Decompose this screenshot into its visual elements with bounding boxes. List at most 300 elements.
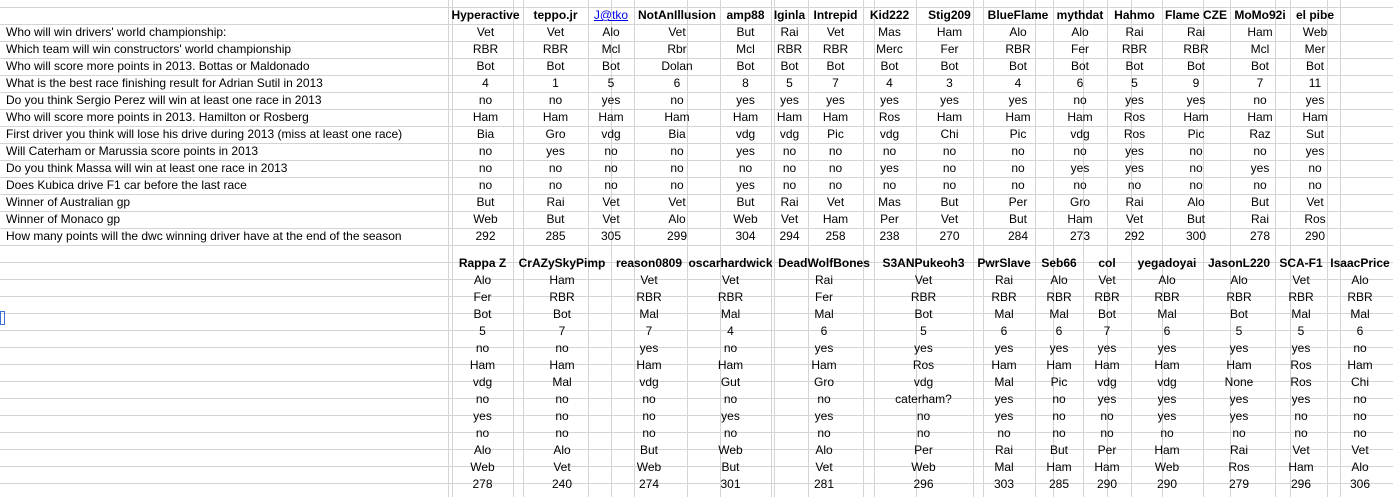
answer-cell[interactable]: no (555, 409, 569, 423)
answer-cell[interactable]: yes (1291, 341, 1311, 355)
answer-cell[interactable]: no (548, 93, 563, 107)
answer-cell[interactable]: no (1353, 426, 1367, 440)
answer-cell[interactable]: 285 (545, 229, 566, 243)
answer-cell[interactable]: 296 (1290, 477, 1312, 491)
question-cell[interactable]: Who will win drivers' world championship: (6, 25, 227, 39)
answer-cell[interactable]: Rai (1229, 443, 1248, 457)
answer-cell[interactable]: Bot (940, 59, 959, 73)
answer-cell[interactable]: RBR (1094, 290, 1120, 304)
answer-cell[interactable]: Rbr (667, 42, 687, 56)
player-header[interactable]: teppo.jr (533, 8, 578, 22)
answer-cell[interactable]: no (817, 392, 831, 406)
answer-cell[interactable]: yes (601, 93, 621, 107)
answer-cell[interactable]: yes (1229, 341, 1249, 355)
player-header[interactable]: DeadWolfBones (778, 256, 870, 270)
answer-cell[interactable]: no (782, 144, 797, 158)
answer-cell[interactable]: Ham (1247, 110, 1273, 124)
question-cell[interactable]: Who will score more points in 2013. Hamilton or Rosberg (6, 110, 309, 124)
answer-cell[interactable]: 4 (886, 76, 893, 90)
answer-cell[interactable]: Bot (914, 307, 933, 321)
player-header[interactable]: SCA-F1 (1279, 256, 1323, 270)
answer-cell[interactable]: Mcl (736, 42, 755, 56)
answer-cell[interactable]: no (723, 341, 738, 355)
answer-cell[interactable]: Fer (473, 290, 492, 304)
answer-cell[interactable]: Ham (991, 358, 1017, 372)
answer-cell[interactable]: no (548, 178, 563, 192)
answer-cell[interactable]: 5 (920, 324, 927, 338)
answer-cell[interactable]: But (639, 443, 658, 457)
answer-cell[interactable]: Mcl (601, 42, 621, 56)
answer-cell[interactable]: But (736, 195, 755, 209)
question-cell[interactable]: Which team will win constructors' world championship (6, 42, 292, 56)
answer-cell[interactable]: Vet (640, 273, 658, 287)
answer-cell[interactable]: yes (1305, 93, 1325, 107)
answer-cell[interactable]: Bot (1229, 307, 1248, 321)
answer-cell[interactable]: Merc (876, 42, 903, 56)
answer-cell[interactable]: no (478, 161, 493, 175)
answer-cell[interactable]: no (555, 392, 569, 406)
answer-cell[interactable]: But (1049, 443, 1068, 457)
answer-cell[interactable]: 7 (1256, 76, 1264, 90)
answer-cell[interactable]: no (604, 178, 618, 192)
answer-cell[interactable]: no (817, 426, 831, 440)
answer-cell[interactable]: But (1250, 195, 1269, 209)
answer-cell[interactable]: no (642, 426, 656, 440)
answer-cell[interactable]: Raz (1249, 127, 1271, 141)
answer-cell[interactable]: Mal (1157, 307, 1177, 321)
answer-cell[interactable]: yes (814, 409, 834, 423)
answer-cell[interactable]: Ham (776, 110, 803, 124)
player-header[interactable]: Seb66 (1041, 256, 1077, 270)
answer-cell[interactable]: Alo (815, 443, 833, 457)
answer-cell[interactable]: Bot (601, 59, 620, 73)
answer-cell[interactable]: Gro (1069, 195, 1090, 209)
answer-cell[interactable]: no (738, 161, 753, 175)
answer-cell[interactable]: 6 (1163, 324, 1171, 338)
answer-cell[interactable]: Ham (1094, 358, 1120, 372)
answer-cell[interactable]: 279 (1228, 477, 1250, 491)
answer-cell[interactable]: Ham (469, 358, 496, 372)
answer-cell[interactable]: 8 (742, 76, 749, 90)
answer-cell[interactable]: Vet (721, 273, 740, 287)
answer-cell[interactable]: 292 (1124, 229, 1145, 243)
player-header[interactable]: reason0809 (615, 256, 683, 270)
answer-cell[interactable]: no (882, 178, 897, 192)
answer-cell[interactable]: 240 (551, 477, 573, 491)
answer-cell[interactable]: Web (718, 443, 743, 457)
answer-cell[interactable]: no (1052, 426, 1066, 440)
answer-cell[interactable]: Mer (1304, 42, 1326, 56)
answer-cell[interactable]: yes (1186, 93, 1206, 107)
answer-cell[interactable]: RBR (1183, 42, 1209, 56)
answer-cell[interactable]: But (546, 212, 565, 226)
answer-cell[interactable]: Ham (1154, 443, 1180, 457)
answer-cell[interactable]: Bot (1305, 59, 1324, 73)
answer-cell[interactable]: no (1073, 93, 1087, 107)
answer-cell[interactable]: Ham (1094, 460, 1120, 474)
answer-cell[interactable]: no (642, 392, 656, 406)
answer-cell[interactable]: yes (1157, 409, 1177, 423)
player-header[interactable]: IsaacPrice (1330, 256, 1390, 270)
answer-cell[interactable]: Vet (914, 273, 933, 287)
answer-cell[interactable]: yes (780, 93, 799, 107)
answer-cell[interactable]: Ros (1123, 127, 1146, 141)
answer-cell[interactable]: Ham (636, 358, 662, 372)
answer-cell[interactable]: no (555, 341, 569, 355)
answer-cell[interactable]: RBR (1347, 290, 1373, 304)
player-header[interactable]: NotAnIllusion (638, 8, 716, 22)
answer-cell[interactable]: Per (1097, 443, 1117, 457)
answer-cell[interactable]: 6 (1356, 324, 1364, 338)
answer-cell[interactable]: Alo (1071, 25, 1089, 39)
answer-cell[interactable]: vdg (913, 375, 934, 389)
answer-cell[interactable]: no (1160, 426, 1174, 440)
answer-cell[interactable]: no (1294, 409, 1308, 423)
answer-cell[interactable]: no (475, 426, 490, 440)
answer-cell[interactable]: yes (1008, 93, 1028, 107)
question-cell[interactable]: First driver you think will lose his drive during 2013 (miss at least one race) (6, 127, 403, 141)
player-header[interactable]: BlueFlame (987, 8, 1049, 22)
answer-cell[interactable]: no (942, 178, 957, 192)
answer-cell[interactable]: Mas (878, 25, 901, 39)
answer-cell[interactable]: no (604, 144, 618, 158)
answer-cell[interactable]: 274 (638, 477, 660, 491)
answer-cell[interactable]: Rai (780, 195, 799, 209)
answer-cell[interactable]: 273 (1069, 229, 1091, 243)
answer-cell[interactable]: no (828, 178, 843, 192)
question-cell[interactable]: Will Caterham or Marussia score points in 2013 (6, 144, 259, 158)
answer-cell[interactable]: 5 (1297, 324, 1305, 338)
answer-cell[interactable]: no (942, 144, 957, 158)
answer-cell[interactable]: Fer (815, 290, 833, 304)
answer-cell[interactable]: Web (733, 212, 758, 226)
answer-cell[interactable]: vdg (735, 127, 756, 141)
answer-cell[interactable]: no (997, 426, 1011, 440)
question-cell[interactable]: Winner of Monaco gp (6, 212, 121, 226)
answer-cell[interactable]: 6 (1055, 324, 1063, 338)
player-header[interactable]: JasonL220 (1207, 256, 1271, 270)
answer-cell[interactable]: Vet (815, 460, 833, 474)
answer-cell[interactable]: Ros (912, 358, 935, 372)
answer-cell[interactable]: 285 (1048, 477, 1070, 491)
answer-cell[interactable]: no (604, 161, 618, 175)
answer-cell[interactable]: 281 (813, 477, 835, 491)
answer-cell[interactable]: Alo (1050, 273, 1068, 287)
answer-cell[interactable]: RBR (636, 290, 662, 304)
answer-cell[interactable]: 6 (673, 76, 681, 90)
answer-cell[interactable]: vdg (601, 127, 621, 141)
answer-cell[interactable]: Web (636, 460, 662, 474)
answer-cell[interactable]: Ham (717, 358, 744, 372)
player-header[interactable]: Iginla (773, 8, 806, 22)
answer-cell[interactable]: no (1073, 144, 1087, 158)
answer-cell[interactable]: no (1308, 178, 1322, 192)
answer-cell[interactable]: Bia (668, 127, 686, 141)
answer-cell[interactable]: 278 (472, 477, 493, 491)
answer-cell[interactable]: 294 (779, 229, 800, 243)
answer-cell[interactable]: 258 (825, 229, 846, 243)
player-header[interactable]: CrAZySkyPimp (518, 256, 606, 270)
answer-cell[interactable]: no (1100, 426, 1114, 440)
answer-cell[interactable]: no (1353, 341, 1367, 355)
answer-cell[interactable]: 290 (1304, 229, 1326, 243)
question-cell[interactable]: Who will score more points in 2013. Bottas or Maldonado (6, 59, 310, 73)
answer-cell[interactable]: 278 (1249, 229, 1271, 243)
answer-cell[interactable]: yes (1250, 161, 1270, 175)
answer-cell[interactable]: yes (736, 178, 755, 192)
answer-cell[interactable]: Ham (1247, 25, 1273, 39)
player-header[interactable]: el pibe (1295, 8, 1334, 22)
answer-cell[interactable]: vdg (1097, 375, 1117, 389)
answer-cell[interactable]: Ham (1347, 358, 1373, 372)
answer-cell[interactable]: no (1253, 178, 1267, 192)
answer-cell[interactable]: Fer (1071, 42, 1089, 56)
answer-cell[interactable]: no (1127, 178, 1142, 192)
answer-cell[interactable]: vdg (1070, 127, 1090, 141)
answer-cell[interactable]: Dolan (661, 59, 693, 73)
answer-cell[interactable]: Vet (1306, 195, 1324, 209)
answer-cell[interactable]: Mal (1291, 307, 1311, 321)
answer-cell[interactable]: 9 (1192, 76, 1200, 90)
answer-cell[interactable]: Bot (780, 59, 799, 73)
answer-cell[interactable]: Alo (1230, 273, 1248, 287)
answer-cell[interactable]: Chi (940, 127, 959, 141)
answer-cell[interactable]: Ham (822, 110, 849, 124)
answer-cell[interactable]: RBR (717, 290, 744, 304)
answer-cell[interactable]: Rai (1250, 212, 1269, 226)
answer-cell[interactable]: 305 (600, 229, 622, 243)
answer-cell[interactable]: no (828, 144, 843, 158)
answer-cell[interactable]: yes (994, 409, 1014, 423)
answer-cell[interactable]: Bot (736, 59, 755, 73)
answer-cell[interactable]: Alo (473, 273, 492, 287)
answer-cell[interactable]: Bot (1070, 59, 1089, 73)
answer-cell[interactable]: Bot (1097, 307, 1116, 321)
question-cell[interactable]: Do you think Massa will win at least one race in 2013 (6, 161, 288, 175)
answer-cell[interactable]: Alo (602, 25, 620, 39)
player-header[interactable]: Stig209 (928, 8, 971, 22)
answer-cell[interactable]: 4 (727, 324, 734, 338)
answer-cell[interactable]: yes (1305, 144, 1325, 158)
answer-cell[interactable]: no (882, 144, 897, 158)
answer-cell[interactable]: 306 (1349, 477, 1371, 491)
question-cell[interactable]: What is the best race finishing result for Adrian Sutil in 2013 (6, 76, 323, 90)
answer-cell[interactable]: Alo (1351, 460, 1369, 474)
answer-cell[interactable]: 290 (1156, 477, 1178, 491)
answer-cell[interactable]: Mal (994, 307, 1014, 321)
answer-cell[interactable]: no (942, 161, 957, 175)
answer-cell[interactable]: 290 (1096, 477, 1118, 491)
answer-cell[interactable]: Vet (940, 212, 959, 226)
answer-cell[interactable]: yes (880, 93, 899, 107)
answer-cell[interactable]: no (782, 161, 797, 175)
player-header[interactable]: oscarhardwick (688, 256, 773, 270)
answer-cell[interactable]: Bot (476, 59, 495, 73)
player-header[interactable]: Flame CZE (1164, 8, 1227, 22)
answer-cell[interactable]: Vet (668, 195, 686, 209)
answer-cell[interactable]: RBR (1046, 290, 1072, 304)
answer-cell[interactable]: no (828, 161, 843, 175)
answer-cell[interactable]: no (1189, 144, 1203, 158)
answer-cell[interactable]: But (736, 25, 755, 39)
answer-cell[interactable]: Sut (1305, 127, 1324, 141)
answer-cell[interactable]: Ham (1183, 110, 1209, 124)
answer-cell[interactable]: yes (880, 161, 899, 175)
answer-cell[interactable]: Rai (546, 195, 565, 209)
player-header[interactable]: Intrepid (813, 8, 858, 22)
answer-cell[interactable]: no (1100, 409, 1114, 423)
answer-cell[interactable]: Bot (1186, 59, 1205, 73)
answer-cell[interactable]: RBR (472, 42, 499, 56)
answer-cell[interactable]: Web (470, 460, 495, 474)
answer-cell[interactable]: None (1224, 375, 1254, 389)
answer-cell[interactable]: Ham (732, 110, 759, 124)
answer-cell[interactable]: 6 (1000, 324, 1008, 338)
answer-cell[interactable]: Alo (1351, 273, 1369, 287)
answer-cell[interactable]: Vet (826, 195, 845, 209)
answer-cell[interactable]: Ham (1302, 110, 1328, 124)
answer-cell[interactable]: 5 (1235, 324, 1243, 338)
answer-cell[interactable]: Vet (668, 25, 686, 39)
answer-cell[interactable]: Pic (827, 127, 844, 141)
answer-cell[interactable]: Ham (1067, 212, 1093, 226)
answer-cell[interactable]: RBR (1121, 42, 1148, 56)
answer-cell[interactable]: Ham (1226, 358, 1252, 372)
answer-cell[interactable]: yes (473, 409, 492, 423)
answer-cell[interactable]: 3 (946, 76, 953, 90)
answer-cell[interactable]: Alo (1158, 273, 1176, 287)
answer-cell[interactable]: Rai (1125, 195, 1144, 209)
player-header[interactable]: col (1098, 256, 1116, 270)
answer-cell[interactable]: yes (940, 93, 959, 107)
answer-cell[interactable]: Web (1302, 25, 1328, 39)
answer-cell[interactable]: But (1008, 212, 1027, 226)
answer-cell[interactable]: RBR (1154, 290, 1180, 304)
answer-cell[interactable]: no (1189, 161, 1203, 175)
answer-cell[interactable]: Ham (542, 110, 569, 124)
question-cell[interactable]: Do you think Sergio Perez will win at least one race in 2013 (6, 93, 322, 107)
answer-cell[interactable]: no (475, 392, 490, 406)
answer-cell[interactable]: Mal (1049, 307, 1069, 321)
answer-cell[interactable]: 284 (1007, 229, 1029, 243)
answer-cell[interactable]: yes (1097, 341, 1117, 355)
answer-cell[interactable]: RBR (991, 290, 1017, 304)
answer-cell[interactable]: Bot (1250, 59, 1269, 73)
answer-cell[interactable]: yes (1049, 341, 1069, 355)
answer-cell[interactable]: Vet (476, 25, 495, 39)
answer-cell[interactable]: no (1353, 409, 1367, 423)
answer-cell[interactable]: Alo (668, 212, 686, 226)
answer-cell[interactable]: Ham (1005, 110, 1031, 124)
answer-cell[interactable]: no (478, 178, 493, 192)
answer-cell[interactable]: Gro (545, 127, 566, 141)
answer-cell[interactable]: Mcl (1250, 42, 1270, 56)
answer-cell[interactable]: Per (880, 212, 899, 226)
answer-cell[interactable]: Alo (1009, 25, 1027, 39)
player-header[interactable]: Hahmo (1114, 8, 1155, 22)
player-header[interactable]: MoMo92i (1234, 8, 1286, 22)
answer-cell[interactable]: Alo (1187, 195, 1205, 209)
answer-cell[interactable]: no (1011, 144, 1025, 158)
answer-cell[interactable]: 270 (939, 229, 960, 243)
answer-cell[interactable]: Bot (880, 59, 899, 73)
answer-cell[interactable]: yes (1097, 392, 1117, 406)
answer-cell[interactable]: vdg (639, 375, 659, 389)
answer-cell[interactable]: no (1294, 426, 1308, 440)
answer-cell[interactable]: 296 (913, 477, 934, 491)
answer-cell[interactable]: Bot (546, 59, 565, 73)
answer-cell[interactable]: Vet (1292, 273, 1310, 287)
answer-cell[interactable]: no (1353, 392, 1367, 406)
answer-cell[interactable]: RBR (776, 42, 803, 56)
answer-cell[interactable]: Bot (473, 307, 492, 321)
answer-cell[interactable]: Vet (780, 212, 799, 226)
answer-cell[interactable]: Bia (476, 127, 495, 141)
answer-cell[interactable]: RBR (1288, 290, 1314, 304)
question-cell[interactable]: Winner of Australian gp (6, 195, 131, 209)
answer-cell[interactable]: Bot (1008, 59, 1027, 73)
answer-cell[interactable]: yes (994, 392, 1014, 406)
answer-cell[interactable]: Per (1008, 195, 1028, 209)
answer-cell[interactable]: Bot (1125, 59, 1144, 73)
answer-cell[interactable]: Vet (602, 212, 620, 226)
question-cell[interactable]: Does Kubica drive F1 car before the last race (6, 178, 247, 192)
answer-cell[interactable]: 299 (666, 229, 688, 243)
answer-cell[interactable]: Ham (598, 110, 624, 124)
answer-cell[interactable]: no (670, 178, 684, 192)
answer-cell[interactable]: 301 (720, 477, 741, 491)
answer-cell[interactable]: no (1073, 178, 1087, 192)
answer-cell[interactable]: Vet (1098, 273, 1116, 287)
answer-cell[interactable]: no (555, 426, 569, 440)
answer-cell[interactable]: yes (639, 341, 659, 355)
answer-cell[interactable]: Ham (936, 110, 963, 124)
answer-cell[interactable]: Web (473, 212, 498, 226)
answer-cell[interactable]: Ham (936, 25, 963, 39)
answer-cell[interactable]: yes (1125, 161, 1144, 175)
answer-cell[interactable]: Mal (720, 307, 741, 321)
answer-cell[interactable]: 5 (479, 324, 486, 338)
answer-cell[interactable]: vdg (472, 375, 493, 389)
answer-cell[interactable]: no (723, 426, 738, 440)
answer-cell[interactable]: vdg (1157, 375, 1177, 389)
answer-cell[interactable]: Vet (1125, 212, 1144, 226)
answer-cell[interactable]: no (670, 144, 684, 158)
answer-cell[interactable]: Gro (813, 375, 834, 389)
answer-cell[interactable]: Vet (1292, 443, 1310, 457)
answer-cell[interactable]: Rai (814, 273, 833, 287)
answer-cell[interactable]: Ham (1154, 358, 1180, 372)
answer-cell[interactable]: Alo (473, 443, 492, 457)
answer-cell[interactable]: RBR (542, 42, 569, 56)
answer-cell[interactable]: Ros (1290, 358, 1312, 372)
answer-cell[interactable]: yes (994, 341, 1014, 355)
answer-cell[interactable]: But (476, 195, 495, 209)
answer-cell[interactable]: Bot (552, 307, 571, 321)
player-header[interactable]: Rappa Z (458, 256, 507, 270)
player-header[interactable]: Hyperactive (451, 8, 520, 22)
answer-cell[interactable]: Rai (1125, 25, 1144, 39)
answer-cell[interactable]: yes (721, 409, 740, 423)
answer-cell[interactable]: RBR (910, 290, 937, 304)
answer-cell[interactable]: Ham (549, 273, 575, 287)
answer-cell[interactable]: no (478, 144, 493, 158)
question-cell[interactable]: How many points will the dwc winning driver have at the end of the season (6, 229, 402, 243)
player-header[interactable]: yegadoyai (1137, 256, 1197, 270)
answer-cell[interactable]: Ros (1228, 460, 1250, 474)
answer-cell[interactable]: Ham (1288, 460, 1314, 474)
answer-cell[interactable]: Ham (811, 358, 837, 372)
